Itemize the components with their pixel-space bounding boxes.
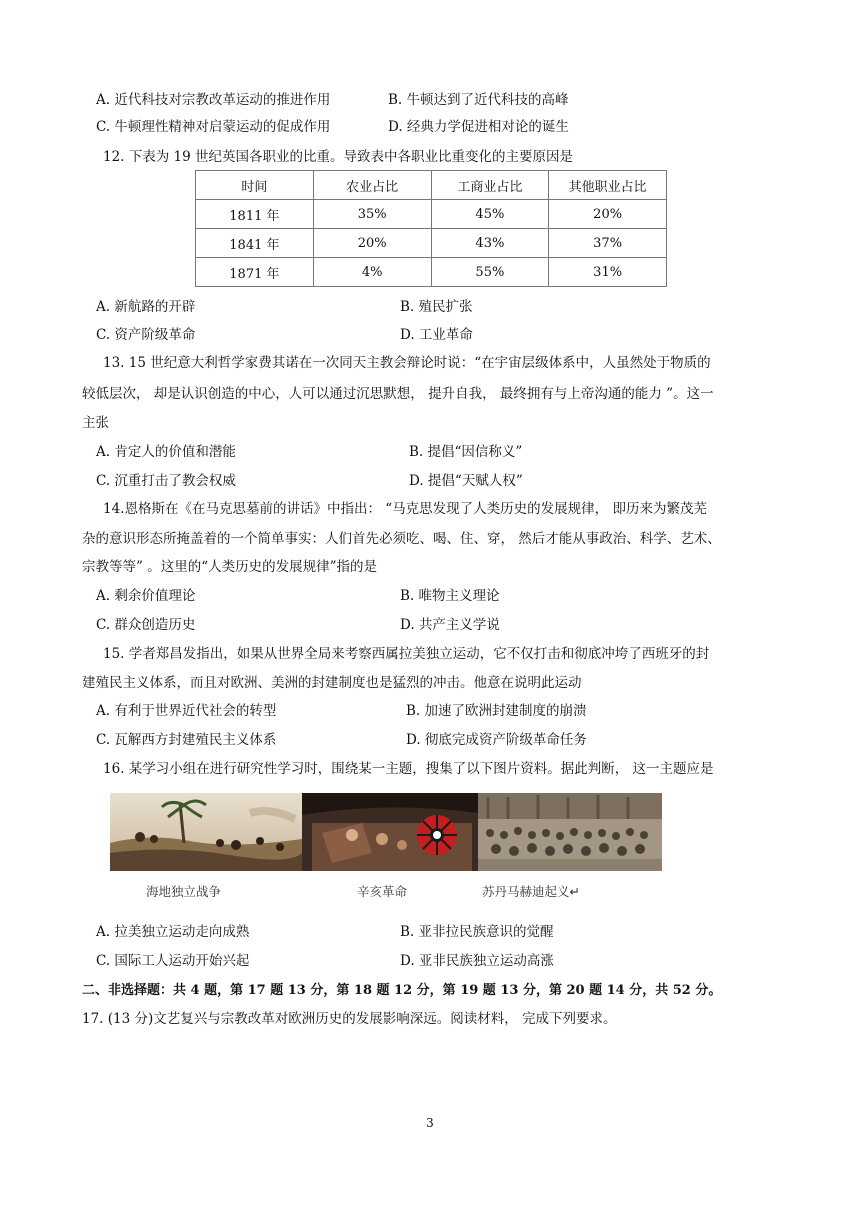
q15-option-c: C. 瓦解西方封建殖民主义体系 [96,732,277,748]
q14-option-a: A. 剩余价值理论 [96,588,196,604]
section-heading: 二、非选择题：共 4 题，第 17 题 13 分，第 18 题 12 分，第 19 题 13 分，第 20 题 14 分，共 52 分。 [82,983,722,998]
table-header-row [196,171,667,200]
table-header-cell: 时间 [196,171,314,200]
q11-option-b: B. 牛顿达到了近代科技的高峰 [388,92,569,108]
table-cell: 1811 年 [196,200,314,229]
q14-stem-line3: 宗教等等” 。这里的“人类历史的发展规律”指的是 [82,559,377,575]
table-row [196,258,667,287]
q11-option-a: A. 近代科技对宗教改革运动的推进作用 [96,92,331,108]
table-header-cell: 其他职业占比 [549,171,667,200]
q15-stem-line2: 建殖民主义体系，而且对欧洲、美洲的封建制度也是猛烈的冲击。他意在说明此运动 [82,675,582,691]
q16-option-c: C. 国际工人运动开始兴起 [96,953,250,969]
table-header-cell: 工商业占比 [431,171,549,200]
table-cell: 35% [313,200,431,229]
page-number: 3 [426,1116,434,1130]
table-cell: 1871 年 [196,258,314,287]
q16-option-b: B. 亚非拉民族意识的觉醒 [400,924,554,940]
table-row [196,200,667,229]
caption-mahdist-uprising: 苏丹马赫迪起义↵ [482,884,580,899]
table-cell: 43% [431,229,549,258]
q14-stem-line2: 杂的意识形态所掩盖着的一个简单事实：人们首先必须吃、喝、住、穿， 然后才能从事政治、科学、艺术、 [82,531,721,547]
table-cell: 45% [431,200,549,229]
q12-option-a: A. 新航路的开辟 [96,299,196,315]
q15-stem-line1: 15. 学者郑昌发指出，如果从世界全局来考察西属拉美独立运动，它不仅打击和彻底冲垮了西班牙的封 [103,646,710,662]
q13-option-a: A. 肯定人的价值和潜能 [96,444,236,460]
q14-option-c: C. 群众创造历史 [96,617,196,633]
q13-stem-line1: 13. 15 世纪意大利哲学家费其诺在一次同天主教会辩论时说：“在宇宙层级体系中，人虽然处于物质的 [103,355,711,371]
q14-stem-line1: 14.恩格斯在《在马克思墓前的讲话》中指出： “马克思发现了人类历史的发展规律， 即历来为繁茂芜 [103,501,707,517]
q14-option-b: B. 唯物主义理论 [400,588,500,604]
xinhai-revolution-image [302,793,478,871]
q12-table [195,170,667,287]
q12-option-d: D. 工业革命 [400,327,473,343]
q16-stem: 16. 某学习小组在进行研究性学习时，围绕某一主题，搜集了以下图片资料。据此判断， 这一主题应是 [103,761,714,777]
q16-option-a: A. 拉美独立运动走向成熟 [96,924,250,940]
q13-option-c: C. 沉重打击了教会权威 [96,473,236,489]
q15-option-d: D. 彻底完成资产阶级革命任务 [406,732,587,748]
table-header-cell: 农业占比 [313,171,431,200]
q13-stem-line3: 主张 [82,415,109,431]
q12-option-b: B. 殖民扩张 [400,299,473,315]
q14-option-d: D. 共产主义学说 [400,617,500,633]
q11-option-d: D. 经典力学促进相对论的诞生 [388,119,569,135]
q12-option-c: C. 资产阶级革命 [96,327,196,343]
table-row [196,229,667,258]
haiti-war-painting [110,793,302,871]
table-cell: 37% [549,229,667,258]
q13-option-d: D. 提倡“天赋人权” [409,473,523,489]
q13-stem-line2: 较低层次， 却是认识创造的中心，人可以通过沉思默想， 提升自我， 最终拥有与上帝沟通的能力 ”。这一 [82,386,714,402]
q15-option-b: B. 加速了欧洲封建制度的崩溃 [406,703,587,719]
q11-option-c: C. 牛顿理性精神对启蒙运动的促成作用 [96,119,331,135]
table-cell: 55% [431,258,549,287]
mahdist-uprising-photo [478,793,662,871]
q15-option-a: A. 有利于世界近代社会的转型 [96,703,277,719]
q17-stem: 17. (13 分)文艺复兴与宗教改革对欧洲历史的发展影响深远。阅读材料， 完成下列要求。 [82,1011,617,1027]
q12-stem: 12. 下表为 19 世纪英国各职业的比重。导致表中各职业比重变化的主要原因是 [103,149,574,165]
caption-haiti-war: 海地独立战争 [146,884,222,899]
table-cell: 4% [313,258,431,287]
table-cell: 20% [549,200,667,229]
caption-xinhai-revolution: 辛亥革命 [357,884,408,899]
q16-image-strip [110,793,662,871]
q16-option-d: D. 亚非民族独立运动高涨 [400,953,554,969]
table-cell: 31% [549,258,667,287]
table-cell: 20% [313,229,431,258]
q13-option-b: B. 提倡“因信称义” [409,444,523,460]
table-cell: 1841 年 [196,229,314,258]
